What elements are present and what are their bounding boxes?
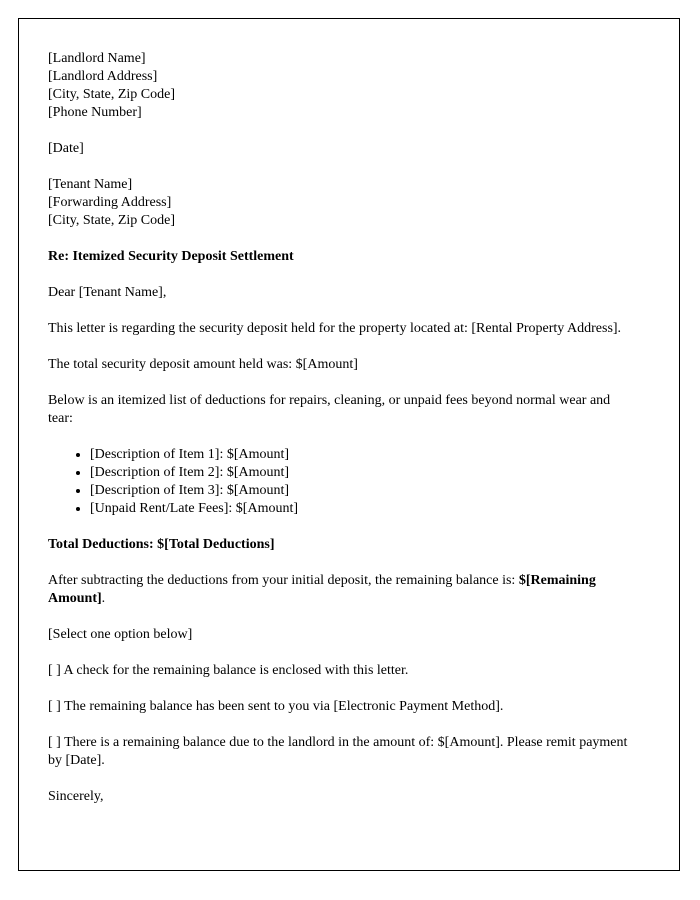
letter-page <box>18 18 680 871</box>
itemized-intro-paragraph: Below is an itemized list of deductions for repairs, cleaning, or unpaid fees beyond normal wear and tear: <box>48 393 611 426</box>
tenant-name-line: [Tenant Name] <box>48 177 133 192</box>
option-balance-due: [ ] There is a remaining balance due to the landlord in the amount of: $[Amount]. Please remit payment by [Date]. <box>48 735 628 768</box>
tenant-forwarding-address-line: [Forwarding Address] <box>48 195 172 210</box>
deposit-amount-paragraph: The total security deposit amount held was: $[Amount] <box>48 357 358 372</box>
remaining-balance-amount: $[Remaining Amount] <box>48 573 596 606</box>
option-check-enclosed: [ ] A check for the remaining balance is enclosed with this letter. <box>48 663 409 678</box>
subject-line: Re: Itemized Security Deposit Settlement <box>48 249 294 264</box>
remaining-balance-paragraph <box>48 572 637 608</box>
closing-line: Sincerely, <box>48 789 104 804</box>
deduction-item-3: • [Description of Item 3]: $[Amount] <box>90 482 637 500</box>
option-electronic-payment: [ ] The remaining balance has been sent to you via [Electronic Payment Method]. <box>48 699 504 714</box>
landlord-address-line: [Landlord Address] <box>48 69 158 84</box>
deduction-item-1: • [Description of Item 1]: $[Amount] <box>90 446 637 464</box>
landlord-address-block <box>48 50 637 122</box>
tenant-address-block <box>48 176 637 230</box>
landlord-phone-line: [Phone Number] <box>48 105 142 120</box>
total-deductions-line: Total Deductions: $[Total Deductions] <box>48 537 275 552</box>
landlord-city-state-zip-line: [City, State, Zip Code] <box>48 87 176 102</box>
remaining-balance-prefix: After subtracting the deductions from your initial deposit, the remaining balance is: <box>48 573 519 588</box>
letter-body <box>19 19 679 806</box>
salutation: Dear [Tenant Name], <box>48 285 167 300</box>
deduction-item-2: • [Description of Item 2]: $[Amount] <box>90 464 637 482</box>
landlord-name-line: [Landlord Name] <box>48 51 146 66</box>
remaining-balance-suffix: . <box>101 591 106 606</box>
deduction-item-unpaid-rent: • [Unpaid Rent/Late Fees]: $[Amount] <box>90 500 637 518</box>
intro-paragraph: This letter is regarding the security deposit held for the property located at: [Rental Property Address]. <box>48 321 622 336</box>
tenant-city-state-zip-line: [City, State, Zip Code] <box>48 213 176 228</box>
select-option-instruction: [Select one option below] <box>48 627 193 642</box>
date-line: [Date] <box>48 141 84 156</box>
deduction-list <box>48 446 637 518</box>
